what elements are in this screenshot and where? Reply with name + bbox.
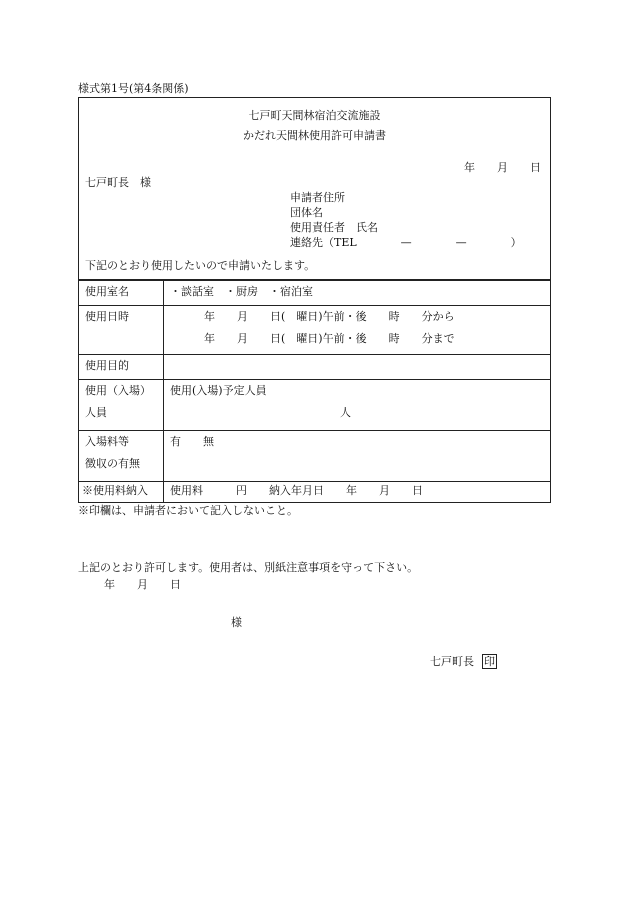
- people-caption: 使用(入場)予定人員: [170, 384, 267, 397]
- fee-collect-label-line1: 入場料等: [85, 435, 129, 448]
- application-header: [78, 97, 551, 280]
- applicant-address-label: 申請者住所: [290, 191, 345, 204]
- room-options[interactable]: ・談話室 ・厨房 ・宿泊室: [164, 281, 551, 306]
- note: ※印欄は、申請者において記入しないこと。: [78, 504, 298, 517]
- fee-collect-label-line2: 徴収の有無: [85, 457, 140, 470]
- addressee: 七戸町長 様: [85, 176, 151, 189]
- approval-signature: [430, 654, 497, 669]
- fee-pay-label: ※使用料納入: [79, 482, 164, 503]
- row-room: [79, 281, 551, 306]
- seal-icon: 印: [484, 655, 495, 668]
- approval-addressee: 様: [231, 616, 242, 629]
- room-label: 使用室名: [79, 281, 164, 306]
- row-purpose: [79, 355, 551, 380]
- document-title: かだれ天間林使用許可申請書: [243, 129, 386, 142]
- row-datetime: [79, 306, 551, 355]
- people-field[interactable]: [164, 380, 551, 431]
- form-number: 様式第1号(第4条関係): [78, 82, 189, 95]
- approval-statement: 上記のとおり許可します。使用者は、別紙注意事項を守って下さい。: [78, 561, 419, 574]
- people-unit: 人: [340, 406, 351, 419]
- group-name-label: 団体名: [290, 206, 323, 219]
- row-fee-pay: [79, 482, 551, 503]
- purpose-field[interactable]: [164, 355, 551, 380]
- datetime-label: 使用日時: [79, 306, 164, 355]
- fee-collect-label: [79, 431, 164, 482]
- facility-title: 七戸町天間林宿泊交流施設: [248, 109, 381, 122]
- people-label-line1: 使用（入場）: [85, 384, 151, 397]
- signer-name: 七戸町長: [430, 655, 474, 668]
- fee-pay-field[interactable]: 使用料 円 納入年月日 年 月 日: [164, 482, 551, 503]
- application-date: 年 月 日: [464, 161, 541, 174]
- datetime-field[interactable]: [164, 306, 551, 355]
- row-fee-collect: [79, 431, 551, 482]
- row-people: [79, 380, 551, 431]
- approval-date: 年 月 日: [104, 578, 181, 591]
- datetime-to: 年 月 日( 曜日)午前・後 時 分まで: [204, 332, 455, 345]
- fee-collect-options[interactable]: 有 無: [164, 431, 551, 482]
- datetime-from: 年 月 日( 曜日)午前・後 時 分から: [204, 310, 455, 323]
- application-statement: 下記のとおり使用したいので申請いたします。: [85, 259, 316, 272]
- application-table: [78, 280, 551, 503]
- people-label: [79, 380, 164, 431]
- people-label-line2: 人員: [85, 406, 107, 419]
- responsible-person-label: 使用責任者 氏名: [290, 221, 378, 234]
- purpose-label: 使用目的: [79, 355, 164, 380]
- contact-tel-label: 連絡先（TEL — — ）: [290, 236, 522, 249]
